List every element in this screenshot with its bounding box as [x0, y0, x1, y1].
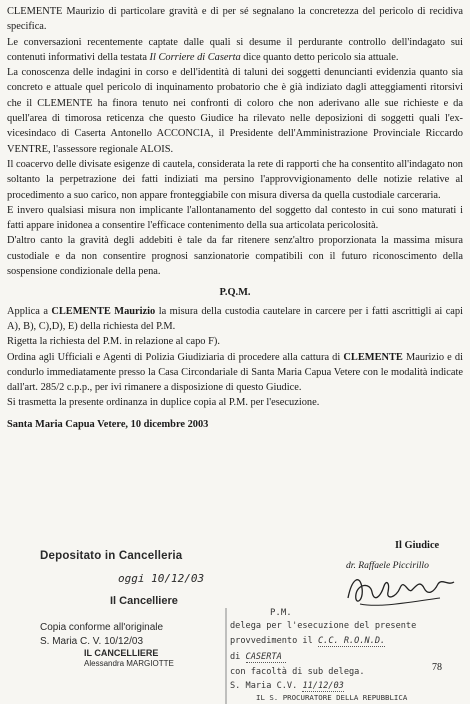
text-segment: , il Presidente dell'Amministrazione Provinciale Riccardo [210, 128, 463, 140]
text-segment: S. Maria C.V. [230, 681, 303, 691]
handwritten-signature [340, 568, 460, 612]
paragraph-recidiva: CLEMENTE Maurizio di particolare gravità e di per sé segnalano la concretezza del pericolo di recidiva specifica. [7, 6, 463, 33]
paragraph-rigetta: Rigetta la richiesta del P.M. in relazione al capo F). [7, 336, 220, 348]
delega-handwritten-city: CASERTA [246, 652, 286, 663]
judge-name: dr. Raffaele Piccirillo [346, 560, 429, 571]
paragraph-applica [7, 304, 463, 335]
paragraph-ordina [7, 350, 463, 396]
delega-handwritten-date: 11/12/03 [302, 681, 344, 691]
text-segment: , l'assessore regionale [47, 143, 140, 155]
pqm-heading: P.Q.M. [219, 287, 251, 299]
newspaper-title: Il Corriere di Caserta [149, 51, 241, 63]
page-number: 78 [432, 662, 442, 673]
delega-line [230, 681, 344, 692]
name-ventre: VENTRE [7, 143, 48, 155]
copy-stamp-role: IL CANCELLIERE [84, 648, 159, 658]
text-segment: Le conversazioni recentemente captate dalle quali si desume il perdurante controllo dell'indagato sui contenuti informativi della testata [7, 36, 463, 63]
copy-stamp-name: Alessandra MARGIOTTE [84, 659, 174, 668]
paragraph-conoscenza [7, 65, 463, 157]
delega-line: delega per l'esecuzione del presente [230, 621, 417, 631]
date-line: Santa Maria Capua Vetere, 10 dicembre 2003 [7, 418, 209, 430]
text-segment: ha finora tenuto nei confronti di coloro che non aderivano alle sue richieste e da quell'area di timorosa reticenza che questo Giudice ha rilevato nelle deposizioni di soggetti quali l'ex-vicesindaco di Caserta Antonello [7, 97, 463, 140]
paragraph-gravita: D'altro canto la gravità degli addebiti è tale da far ritenere senz'altro proporzionata la massima misura custodiale e da non consentire prognosi sanzionatorie compatibili con il futuro riconoscimento della sospensione condizionale della pena. [7, 235, 463, 278]
name-acconcia: ACCONCIA [156, 128, 211, 140]
paragraph-conversazioni [7, 35, 463, 66]
ordinance-body [7, 4, 463, 432]
name-clemente-maurizio: CLEMENTE Maurizio [51, 305, 156, 317]
text-segment: Applica a [7, 305, 52, 317]
delega-header: P.M. [270, 608, 292, 618]
text-segment: provvedimento il [230, 636, 318, 646]
name-alois: ALOIS [139, 143, 171, 155]
text-segment: la misura della custodia cautelare in carcere per i fatti ascrittigli ai capi A), B), C),D), E) della richiesta del P.M. [7, 305, 463, 332]
paragraph-coacervo: Il coacervo delle divisate esigenze di cautela, considerata la rete di rapporti che ha consentito all'indagato non soltanto la perpetrazione dei fatti indiziati ma persino l'approvvigionamento delle notizie relative al procedimento a suo carico, non appare fronteggiabile con misura diversa da quella custodiale carceraria. [7, 158, 463, 201]
delega-signatory: IL S. PROCURATORE DELLA REPUBBLICA [256, 693, 408, 702]
delega-line: con facoltà di sub delega. [230, 667, 365, 677]
deposit-stamp-cancelliere: Il Cancelliere [110, 595, 178, 607]
deposit-stamp-title: Depositato in Cancelleria [40, 550, 183, 562]
paragraph-invero: E invero qualsiasi misura non implicante l'allontanamento del soggetto dal contesto in cui sono maturati i fatti appare inidonea a consentire l'efficace contenimento della sua articolata pericolosità. [7, 204, 463, 232]
copy-stamp-title: Copia conforme all'originale [40, 622, 164, 633]
deposit-stamp-date: oggi 10/12/03 [118, 572, 205, 585]
text-segment: La conoscenza delle indagini in corso e dell'identità di taluni dei soggetti denuncianti evidenzia quanto sia concreto e attuale quel pericolo di inquinamento probatorio che è già indiziato dagli atteggiamenti ritorsivi che il [7, 67, 463, 109]
text-segment: di [230, 652, 246, 662]
text-segment: . [170, 143, 174, 155]
copy-stamp-place-date: S. Maria C. V. 10/12/03 [40, 636, 144, 647]
judge-title: Il Giudice [395, 540, 440, 551]
delega-line [230, 636, 385, 647]
delega-line [230, 652, 286, 663]
text-segment: Ordina agli Ufficiali e Agenti di Polizia Giudiziaria di procedere alla cattura di [7, 351, 344, 363]
text-segment: dice quanto detto pericolo sia attuale. [240, 51, 399, 63]
delega-handwritten-office: C.C. R.O.N.D. [317, 636, 386, 646]
text-segment: Maurizio e di condurlo immediatamente presso la Casa Circondariale di Santa Maria Capua Vetere con le modalità indicate dall'art. 285/2 c.p.p., per ivi rimanere a disposizione di questo Giudice. [7, 351, 464, 394]
name-clemente: CLEMENTE [343, 351, 403, 363]
name-clemente: CLEMENTE [37, 97, 93, 109]
scan-fold-mark [225, 608, 227, 704]
paragraph-trasmetta: Si trasmetta la presente ordinanza in duplice copia al P.M. per l'esecuzione. [7, 397, 320, 409]
